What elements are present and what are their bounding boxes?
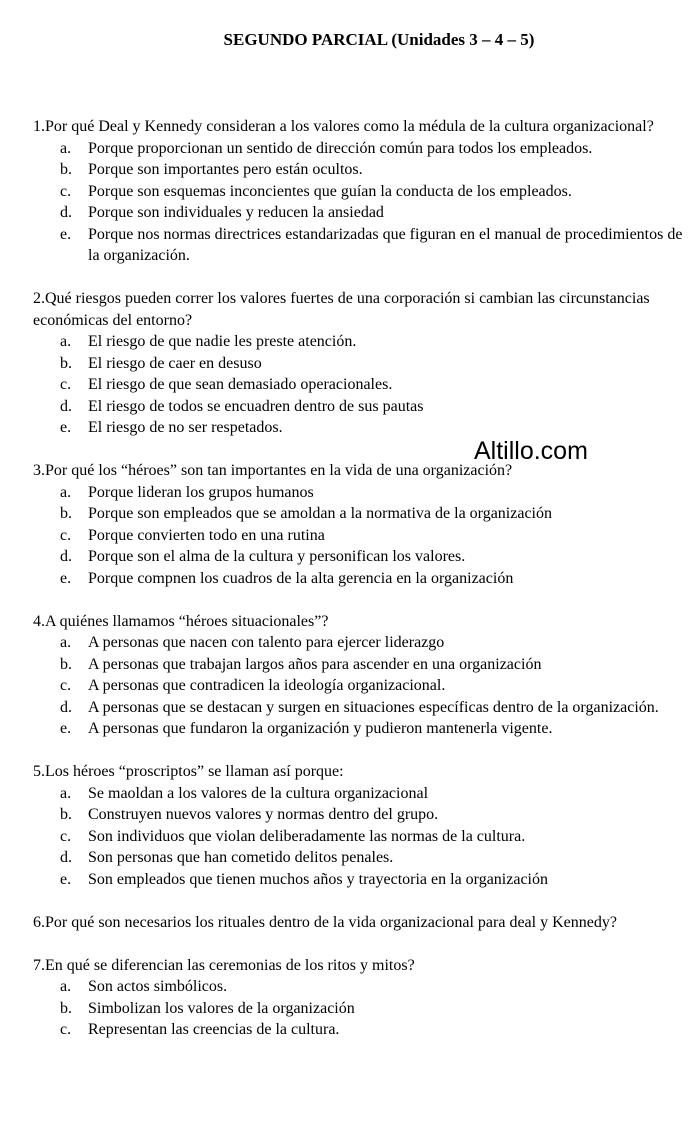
option-item [33,374,683,396]
option-item [33,331,683,353]
option-item [33,976,683,998]
option-letter: a. [60,978,72,995]
option-letter: c. [60,182,72,200]
option-item [33,869,683,891]
option-item [33,138,683,160]
question-text: 4.A quiénes llamamos “héroes situacionales”? [33,612,329,630]
question-3 [33,460,683,589]
option-item [33,697,683,719]
option-text: Porque nos normas directrices estandarizadas que figuran en el manual de procedimientos de la organización. [88,225,683,264]
option-letter: e. [60,720,72,737]
option-text: A personas que trabajan largos años para ascender en una organización [88,655,542,673]
option-letter: b. [60,161,72,178]
option-text: Son empleados que tienen muchos años y trayectoria en la organización [88,870,548,888]
option-text: El riesgo de que sean demasiado operacionales. [88,376,393,393]
option-list [33,783,683,891]
option-list [33,331,683,439]
question-4 [33,611,683,740]
option-text: Representan las creencias de la cultura. [88,1021,340,1038]
option-item [33,804,683,826]
option-item [33,159,683,181]
option-list [33,976,683,1041]
option-text: A personas que nacen con talento para ejercer liderazgo [88,634,445,651]
option-text: Porque son empleados que se amoldan a la normativa de la organización [88,505,552,522]
option-text: El riesgo de que nadie les preste atención. [88,333,357,350]
option-text: Porque son individuales y reducen la ansiedad [88,204,384,221]
question-list [33,116,683,1062]
option-text: Simbolizan los valores de la organización [88,999,355,1017]
option-item [33,202,683,224]
option-list [33,482,683,590]
option-letter: d. [60,698,72,716]
option-item [33,224,683,267]
option-letter: c. [60,827,72,845]
question-text: 1.Por qué Deal y Kennedy consideran a los valores como la médula de la cultura organizacional? [33,118,654,135]
option-letter: a. [60,634,72,651]
option-item [33,503,683,525]
option-letter: e. [60,870,72,888]
option-text: Porque proporcionan un sentido de dirección común para todos los empleados. [88,139,593,157]
option-list [33,632,683,740]
option-letter: d. [60,397,72,415]
option-letter: b. [60,354,72,372]
question-7 [33,955,683,1041]
option-letter: b. [60,505,72,522]
option-item [33,847,683,869]
option-item [33,525,683,547]
question-text: 3.Por qué los “héroes” son tan importantes en la vida de una organización? [33,462,513,479]
option-item [33,1019,683,1041]
option-text: Porque son el alma de la cultura y personifican los valores. [88,548,466,565]
option-text: Son actos simbólicos. [88,978,228,995]
option-text: Se maoldan a los valores de la cultura organizacional [88,784,429,802]
option-letter: b. [60,655,72,673]
option-letter: a. [60,784,72,802]
option-text: Son individuos que violan deliberadamente las normas de la cultura. [88,827,526,845]
option-text: A personas que fundaron la organización y pudieron mantenerla vigente. [88,720,553,737]
option-text: A personas que contradicen la ideología organizacional. [88,677,446,694]
option-item [33,353,683,375]
option-letter: c. [60,376,72,393]
option-text: El riesgo de caer en desuso [88,354,262,372]
option-text: Porque lideran los grupos humanos [88,483,314,501]
option-item [33,718,683,740]
option-item [33,482,683,504]
option-letter: d. [60,548,72,565]
question-5 [33,761,683,890]
question-text: 2.Qué riesgos pueden correr los valores fuertes de una corporación si cambian las circunstancias económicas del entorno? [33,290,650,329]
option-item [33,546,683,568]
question-1 [33,116,683,267]
option-item [33,654,683,676]
option-letter: c. [60,1021,72,1038]
option-letter: b. [60,999,72,1017]
option-letter: e. [60,225,72,243]
option-text: Porque son importantes pero están ocultos. [88,161,363,178]
option-text: A personas que se destacan y surgen en situaciones específicas dentro de la organización. [88,698,659,716]
option-text: Porque son esquemas inconcientes que guían la conducta de los empleados. [88,182,572,200]
option-letter: c. [60,677,72,694]
option-item [33,675,683,697]
page-title: SEGUNDO PARCIAL (Unidades 3 – 4 – 5) [223,30,535,49]
option-text: El riesgo de todos se encuadren dentro de sus pautas [88,397,424,415]
option-text: Porque compnen los cuadros de la alta gerencia en la organización [88,569,514,587]
question-text: 5.Los héroes “proscriptos” se llaman así porque: [33,763,344,780]
option-item [33,632,683,654]
option-letter: a. [60,483,72,501]
option-text: Porque convierten todo en una rutina [88,526,325,544]
option-item [33,998,683,1020]
question-text: 7.En qué se diferencian las ceremonias de los ritos y mitos? [33,956,415,974]
option-item [33,181,683,203]
option-letter: e. [60,419,72,436]
option-text: El riesgo de no ser respetados. [88,419,283,436]
option-letter: c. [60,526,72,544]
option-text: Son personas que han cometido delitos penales. [88,849,394,866]
watermark-logo: Altillo.com [474,437,588,465]
option-letter: b. [60,806,72,823]
option-letter: a. [60,139,72,157]
option-list [33,138,683,267]
option-letter: a. [60,333,72,350]
question-2 [33,288,683,439]
question-6 [33,912,683,934]
option-letter: e. [60,569,72,587]
option-text: Construyen nuevos valores y normas dentro del grupo. [88,806,439,823]
option-item [33,826,683,848]
option-item [33,783,683,805]
option-letter: d. [60,849,72,866]
option-letter: d. [60,204,72,221]
option-item [33,568,683,590]
option-item [33,396,683,418]
question-text: 6.Por qué son necesarios los rituales dentro de la vida organizacional para deal y Kennedy? [33,913,617,931]
